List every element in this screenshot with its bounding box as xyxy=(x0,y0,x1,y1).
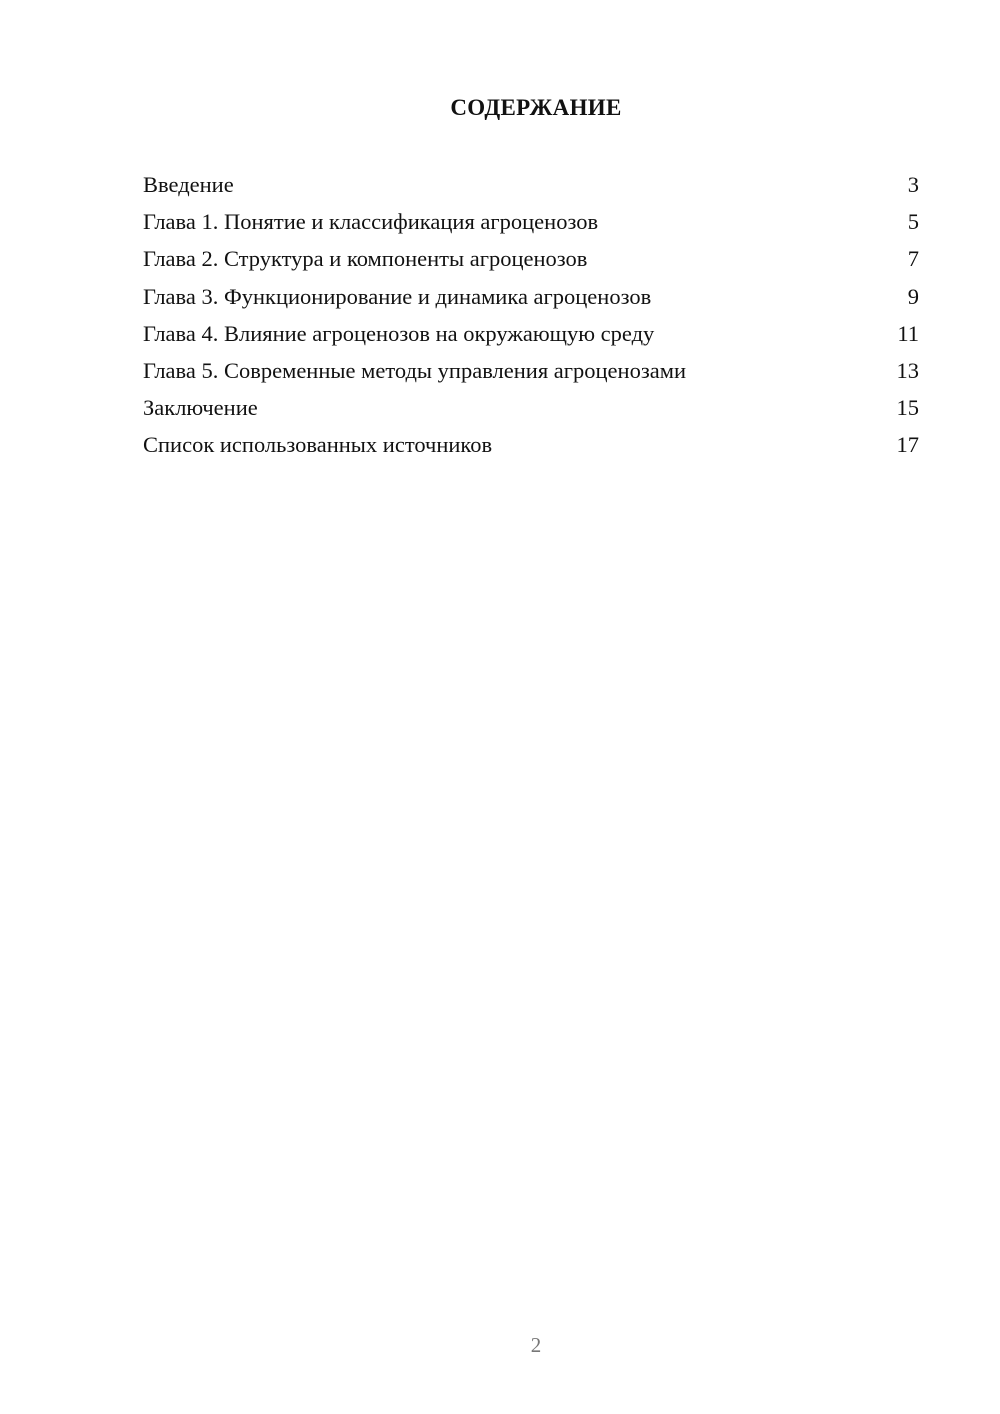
toc-entry-chapter-3 xyxy=(143,282,919,319)
toc-entry-chapter-1 xyxy=(143,207,919,244)
toc-entry-references xyxy=(143,430,919,467)
toc-entry-page: 11 xyxy=(897,320,919,346)
toc-entry-label: Глава 1. Понятие и классификация агроценозов xyxy=(143,209,599,235)
toc-entry-label: Глава 2. Структура и компоненты агроценозов xyxy=(143,246,588,272)
table-of-contents xyxy=(143,170,919,468)
toc-entry-page: 5 xyxy=(907,209,919,235)
toc-entry-chapter-5 xyxy=(143,356,919,393)
toc-entry-label: Введение xyxy=(143,172,234,197)
toc-entry-page: 13 xyxy=(896,357,919,383)
toc-entry-chapter-4 xyxy=(143,319,919,356)
toc-entry-label: Глава 5. Современные методы управления агроценозами xyxy=(143,357,686,383)
toc-entry-page: 17 xyxy=(896,432,919,458)
toc-entry-label: Глава 4. Влияние агроценозов на окружающую среду xyxy=(143,320,655,346)
toc-entry-introduction xyxy=(143,170,919,207)
toc-entry-label: Список использованных источников xyxy=(143,432,493,458)
toc-entry-page: 7 xyxy=(907,246,919,272)
toc-entry-page: 3 xyxy=(907,172,919,197)
toc-entry-conclusion xyxy=(143,393,919,430)
toc-entry-label: Глава 3. Функционирование и динамика агроценозов xyxy=(143,283,652,309)
toc-entry-page: 15 xyxy=(896,395,919,421)
page-number: 2 xyxy=(530,1333,542,1357)
page-title: СОДЕРЖАНИЕ xyxy=(450,95,622,120)
toc-entry-chapter-2 xyxy=(143,244,919,281)
toc-entry-page: 9 xyxy=(907,283,919,309)
toc-entry-label: Заключение xyxy=(143,395,258,421)
